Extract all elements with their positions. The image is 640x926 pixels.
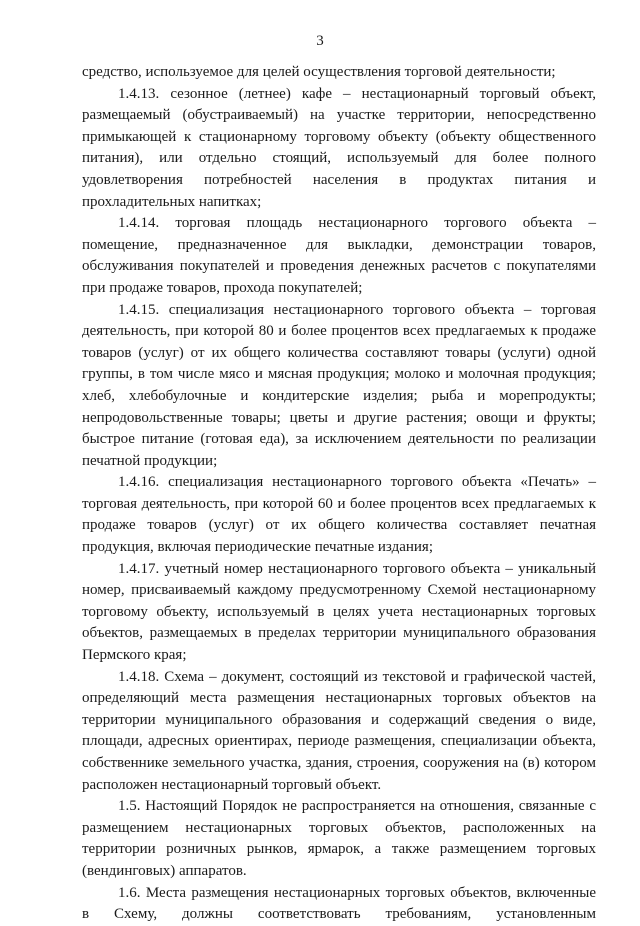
paragraph-1-4-17: 1.4.17. учетный номер нестационарного торгового объекта – уникальный номер, присваиваемый каждому предусмотренному Схемой нестационарному торговому объекту, используемый в целях учета нестационарных торговых объектов, размещаемых в пределах территории муниципального образования Пермского края;: [82, 560, 596, 664]
page-number: 3: [316, 33, 324, 49]
paragraph-1-4-16: 1.4.16. специализация нестационарного торгового объекта «Печать» – торговая деятельность, при которой 60 и более процентов всех предлагаемых к продаже товаров (услуг) от их общего количества составляет печатная продукция, включая периодические печатные издания;: [82, 474, 596, 556]
paragraph-1-4-13: 1.4.13. сезонное (летнее) кафе – нестационарный торговый объект, размещаемый (обустраиваемый) на участке территории, непосредственно примыкающей к стационарному торговому объекту (объекту общественного питания), или отдельно стоящий, используемый для более полного удовлетворения потребностей населения в продуктах питания и прохладительных напитках;: [82, 85, 596, 210]
paragraph-1-4-18: 1.4.18. Схема – документ, состоящий из текстовой и графической частей, определяющий места размещения нестационарных торговых объектов на территории муниципального образования и содержащий сведения о виде, площади, адресных ориентирах, периоде размещения, специализации объекта, собственнике земельного участка, здания, строения, сооружения на (в) котором расположен нестационарный торговый объект.: [82, 668, 596, 793]
paragraph-1-4-14: 1.4.14. торговая площадь нестационарного торгового объекта – помещение, предназначенное для выкладки, демонстрации товаров, обслуживания покупателей и проведения денежных расчетов с покупателями при продаже товаров, прохода покупателей;: [82, 215, 596, 296]
document-body: [82, 62, 596, 926]
paragraph-1-5: 1.5. Настоящий Порядок не распространяется на отношения, связанные с размещением нестационарных торговых объектов, расположенных на территории розничных рынков, ярмарок, а также размещением торговых (вендинговых) аппаратов.: [82, 798, 596, 879]
paragraph-1-4-15: 1.4.15. специализация нестационарного торгового объекта – торговая деятельность, при которой 80 и более процентов всех предлагаемых к продаже товаров (услуг) от их общего количества составляют товары (услуги) одной группы, в том числе мясо и мясная продукция; молоко и молочная продукция; хлеб, хлебобулочные и кондитерские изделия; рыба и морепродукты; непродовольственные товары; цветы и другие растения; овощи и фрукты; быстрое питание (готовая еда), за исключением деятельности по реализации печатной продукции;: [82, 301, 596, 469]
paragraph-1-6: 1.6. Места размещения нестационарных торговых объектов, включенные в Схему, должны соответствовать требованиям, установленным: [82, 884, 596, 923]
paragraph-continuation: средство, используемое для целей осуществления торговой деятельности;: [82, 64, 556, 80]
